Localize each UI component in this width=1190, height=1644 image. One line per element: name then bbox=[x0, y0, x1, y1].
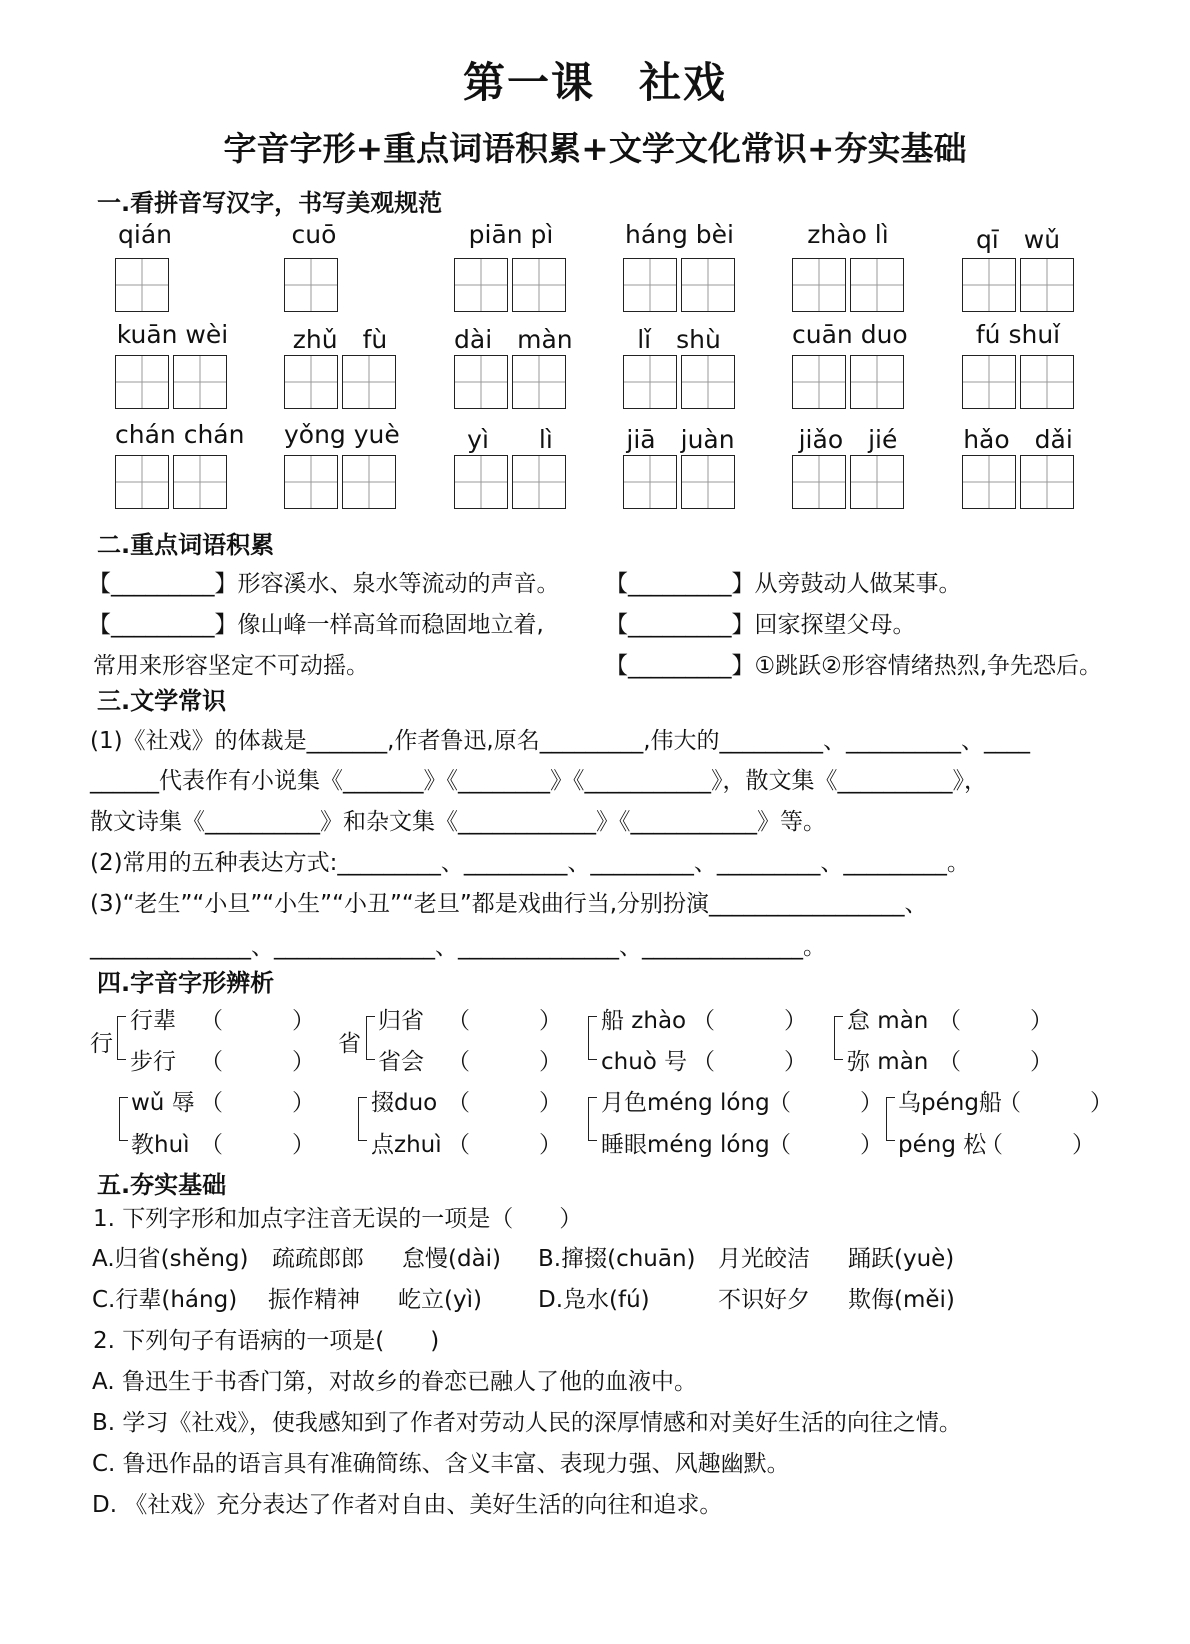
word-item: chuò 号 bbox=[601, 1049, 688, 1075]
word-item: 行辈 bbox=[130, 1008, 176, 1034]
grid-cell[interactable] bbox=[512, 258, 566, 312]
writing-grid[interactable] bbox=[792, 455, 904, 509]
grid-cell[interactable] bbox=[962, 455, 1016, 509]
option-d-word: 不识好夕 bbox=[718, 1287, 810, 1313]
word-item: péng 松 bbox=[898, 1132, 987, 1158]
pinyin-label: lǐ shù bbox=[637, 325, 721, 354]
answer-paren[interactable]: （ ） bbox=[200, 1008, 315, 1034]
pinyin-label: yǒng yuè bbox=[284, 420, 400, 449]
word-item: 怠 màn bbox=[847, 1008, 929, 1034]
pinyin-label: dài màn bbox=[454, 325, 573, 354]
option-a-word: 怠慢(dài) bbox=[402, 1246, 502, 1272]
grid-cell[interactable] bbox=[850, 258, 904, 312]
writing-grid[interactable] bbox=[284, 455, 396, 509]
grid-cell[interactable] bbox=[850, 455, 904, 509]
writing-grid[interactable] bbox=[962, 455, 1074, 509]
answer-paren[interactable]: （ ） bbox=[692, 1008, 807, 1034]
pinyin-label: qián bbox=[118, 220, 172, 249]
brace bbox=[588, 1016, 597, 1060]
grid-cell[interactable] bbox=[962, 355, 1016, 409]
grid-cell[interactable] bbox=[342, 455, 396, 509]
writing-grid[interactable] bbox=[623, 258, 735, 312]
vocab-item[interactable]: 【_________】回家探望父母。 bbox=[605, 612, 916, 638]
word-item: 掇duo bbox=[371, 1090, 438, 1116]
pinyin-label: jiā juàn bbox=[626, 425, 735, 454]
writing-grid[interactable] bbox=[962, 355, 1074, 409]
literature-question[interactable]: ______代表作有小说集《_______》《________》《___________》，散文集《__________》， bbox=[90, 768, 987, 794]
group-head-char: 省 bbox=[338, 1031, 361, 1057]
grid-cell[interactable] bbox=[173, 355, 227, 409]
grid-cell[interactable] bbox=[850, 355, 904, 409]
grid-cell[interactable] bbox=[623, 355, 677, 409]
word-item: 弥 màn bbox=[847, 1049, 929, 1075]
answer-paren[interactable]: （ ） bbox=[447, 1049, 562, 1075]
word-item: 睡眼méng lóng bbox=[601, 1132, 770, 1158]
brace bbox=[834, 1016, 843, 1060]
word-item: 教huì bbox=[131, 1132, 190, 1158]
brace bbox=[119, 1097, 128, 1141]
answer-paren[interactable]: （ ） bbox=[447, 1008, 562, 1034]
pinyin-label: qī wǔ bbox=[975, 225, 1061, 254]
grid-cell[interactable] bbox=[454, 455, 508, 509]
word-item: 点zhuì bbox=[371, 1132, 442, 1158]
word-item: 步行 bbox=[130, 1049, 176, 1075]
literature-question[interactable]: 散文诗集《__________》和杂文集《____________》《___________》等。 bbox=[90, 809, 826, 835]
writing-grid[interactable] bbox=[792, 355, 904, 409]
option-c[interactable]: C. 鲁迅作品的语言具有准确简练、含义丰富、表现力强、风趣幽默。 bbox=[92, 1451, 790, 1477]
group-head-char: 行 bbox=[90, 1031, 113, 1057]
answer-paren[interactable]: （ ） bbox=[447, 1132, 562, 1158]
option-a[interactable]: A. 鲁迅生于书香门第，对故乡的眷恋已融人了他的血液中。 bbox=[92, 1369, 697, 1395]
writing-grid[interactable] bbox=[115, 355, 227, 409]
answer-paren[interactable]: （ ） bbox=[938, 1049, 1053, 1075]
option-a[interactable]: A.归省(shěng) bbox=[92, 1246, 249, 1272]
word-item: 乌péng船 bbox=[898, 1090, 1002, 1116]
vocab-item[interactable]: 【_________】形容溪水、泉水等流动的声音。 bbox=[88, 571, 560, 597]
option-b[interactable]: B.撺掇(chuān) bbox=[538, 1246, 696, 1272]
option-c-word: 屹立(yì) bbox=[398, 1287, 482, 1313]
answer-paren[interactable]: （ ） bbox=[768, 1090, 883, 1116]
pinyin-label: cuān duo bbox=[792, 320, 908, 349]
section-heading-3: 三.文学常识 bbox=[97, 687, 227, 715]
writing-grid[interactable] bbox=[115, 258, 169, 312]
grid-cell[interactable] bbox=[962, 258, 1016, 312]
answer-paren[interactable]: （ ） bbox=[200, 1132, 315, 1158]
pinyin-label: zhào lì bbox=[807, 220, 889, 249]
option-a-word: 疏疏郎郎 bbox=[272, 1246, 364, 1272]
section-heading-4: 四.字音字形辨析 bbox=[97, 969, 275, 997]
writing-grid[interactable] bbox=[962, 258, 1074, 312]
writing-grid[interactable] bbox=[623, 455, 735, 509]
grid-cell[interactable] bbox=[623, 258, 677, 312]
grid-cell[interactable] bbox=[284, 258, 338, 312]
word-item: wǔ 辱 bbox=[131, 1090, 195, 1116]
brace bbox=[358, 1097, 367, 1141]
vocab-item[interactable]: 【_________】像山峰一样高耸而稳固地立着, bbox=[88, 612, 544, 638]
grid-cell[interactable] bbox=[681, 355, 735, 409]
writing-grid[interactable] bbox=[454, 355, 566, 409]
pinyin-label: chán chán bbox=[115, 420, 245, 449]
grid-cell[interactable] bbox=[115, 455, 169, 509]
writing-grid[interactable] bbox=[792, 258, 904, 312]
brace bbox=[886, 1097, 895, 1141]
brace bbox=[117, 1016, 126, 1060]
grid-cell[interactable] bbox=[115, 355, 169, 409]
option-b-word: 月光皎洁 bbox=[718, 1246, 810, 1272]
grid-cell[interactable] bbox=[681, 455, 735, 509]
vocab-item[interactable]: 【_________】①跳跃②形容情绪热烈,争先恐后。 bbox=[605, 653, 1103, 679]
answer-paren[interactable]: （ ） bbox=[200, 1049, 315, 1075]
page-subtitle: 字音字形+重点词语积累+文学文化常识+夯实基础 bbox=[223, 129, 967, 168]
section-heading-1: 一.看拼音写汉字，书写美观规范 bbox=[97, 189, 443, 217]
option-d[interactable]: D. 《社戏》充分表达了作者对自由、美好生活的向往和追求。 bbox=[92, 1492, 723, 1518]
pinyin-label: yì lì bbox=[467, 425, 553, 454]
grid-cell[interactable] bbox=[1020, 455, 1074, 509]
grid-cell[interactable] bbox=[284, 355, 338, 409]
answer-paren[interactable]: （ ） bbox=[768, 1132, 883, 1158]
answer-paren[interactable]: （ ） bbox=[998, 1090, 1113, 1116]
grid-cell[interactable] bbox=[1020, 258, 1074, 312]
grid-cell[interactable] bbox=[173, 455, 227, 509]
writing-grid[interactable] bbox=[623, 355, 735, 409]
pinyin-label: jiǎo jié bbox=[798, 425, 898, 454]
writing-grid[interactable] bbox=[115, 455, 227, 509]
writing-grid[interactable] bbox=[284, 258, 338, 312]
word-item: 船 zhào bbox=[601, 1008, 687, 1034]
answer-paren[interactable]: （ ） bbox=[938, 1008, 1053, 1034]
brace bbox=[366, 1016, 375, 1060]
page-title: 第一课 社戏 bbox=[462, 58, 727, 107]
literature-question[interactable]: (2)常用的五种表达方式:_________、_________、_________、_________、_________。 bbox=[90, 850, 970, 876]
option-c[interactable]: C.行辈(háng) bbox=[92, 1287, 238, 1313]
pinyin-label: hǎo dǎi bbox=[963, 425, 1073, 454]
option-d[interactable]: D.凫水(fú) bbox=[538, 1287, 650, 1313]
grid-cell[interactable] bbox=[284, 455, 338, 509]
grid-cell[interactable] bbox=[115, 258, 169, 312]
pinyin-label: cuō bbox=[291, 220, 337, 249]
grid-cell[interactable] bbox=[512, 455, 566, 509]
word-item: 归省 bbox=[378, 1008, 424, 1034]
pinyin-label: zhǔ fù bbox=[292, 325, 388, 354]
option-c-word: 振作精神 bbox=[268, 1287, 360, 1313]
writing-grid[interactable] bbox=[454, 258, 566, 312]
answer-paren[interactable]: （ ） bbox=[447, 1090, 562, 1116]
word-item: 省会 bbox=[378, 1049, 424, 1075]
pinyin-label: fú shuǐ bbox=[975, 320, 1061, 349]
answer-paren[interactable]: （ ） bbox=[692, 1049, 807, 1075]
grid-cell[interactable] bbox=[454, 258, 508, 312]
pinyin-label: kuān wèi bbox=[116, 320, 229, 349]
grid-cell[interactable] bbox=[454, 355, 508, 409]
option-b[interactable]: B. 学习《社戏》，使我感知到了作者对劳动人民的深厚情感和对美好生活的向往之情。 bbox=[92, 1410, 962, 1436]
writing-grid[interactable] bbox=[284, 355, 396, 409]
vocab-item[interactable]: 【_________】从旁鼓动人做某事。 bbox=[605, 571, 962, 597]
answer-paren[interactable]: （ ） bbox=[200, 1090, 315, 1116]
pinyin-label: piān pì bbox=[468, 220, 554, 249]
literature-question[interactable]: (1)《社戏》的体裁是_______,作者鲁迅,原名_________,伟大的_________、__________、____ bbox=[90, 728, 1031, 754]
pinyin-label: háng bèi bbox=[624, 220, 735, 249]
question-1: 1. 下列字形和加点字注音无误的一项是（ ） bbox=[93, 1206, 583, 1232]
vocab-item-continued: 常用来形容坚定不可动摇。 bbox=[93, 653, 369, 679]
option-b-word: 踊跃(yuè) bbox=[848, 1246, 955, 1272]
grid-cell[interactable] bbox=[1020, 355, 1074, 409]
answer-paren[interactable]: （ ） bbox=[980, 1132, 1095, 1158]
section-heading-2: 二.重点词语积累 bbox=[97, 531, 275, 559]
question-2: 2. 下列句子有语病的一项是( ) bbox=[93, 1328, 440, 1354]
literature-question[interactable]: ______________、______________、______________、______________。 bbox=[90, 934, 826, 960]
grid-cell[interactable] bbox=[342, 355, 396, 409]
grid-cell[interactable] bbox=[512, 355, 566, 409]
grid-cell[interactable] bbox=[623, 455, 677, 509]
option-d-word: 欺侮(měi) bbox=[848, 1287, 955, 1313]
grid-cell[interactable] bbox=[792, 455, 846, 509]
writing-grid[interactable] bbox=[454, 455, 566, 509]
grid-cell[interactable] bbox=[792, 355, 846, 409]
brace bbox=[588, 1097, 597, 1141]
grid-cell[interactable] bbox=[681, 258, 735, 312]
word-item: 月色méng lóng bbox=[601, 1090, 770, 1116]
section-heading-5: 五.夯实基础 bbox=[97, 1171, 227, 1199]
grid-cell[interactable] bbox=[792, 258, 846, 312]
literature-question[interactable]: (3)“老生”“小旦”“小生”“小丑”“老旦”都是戏曲行当,分别扮演_________________、 bbox=[90, 891, 928, 917]
